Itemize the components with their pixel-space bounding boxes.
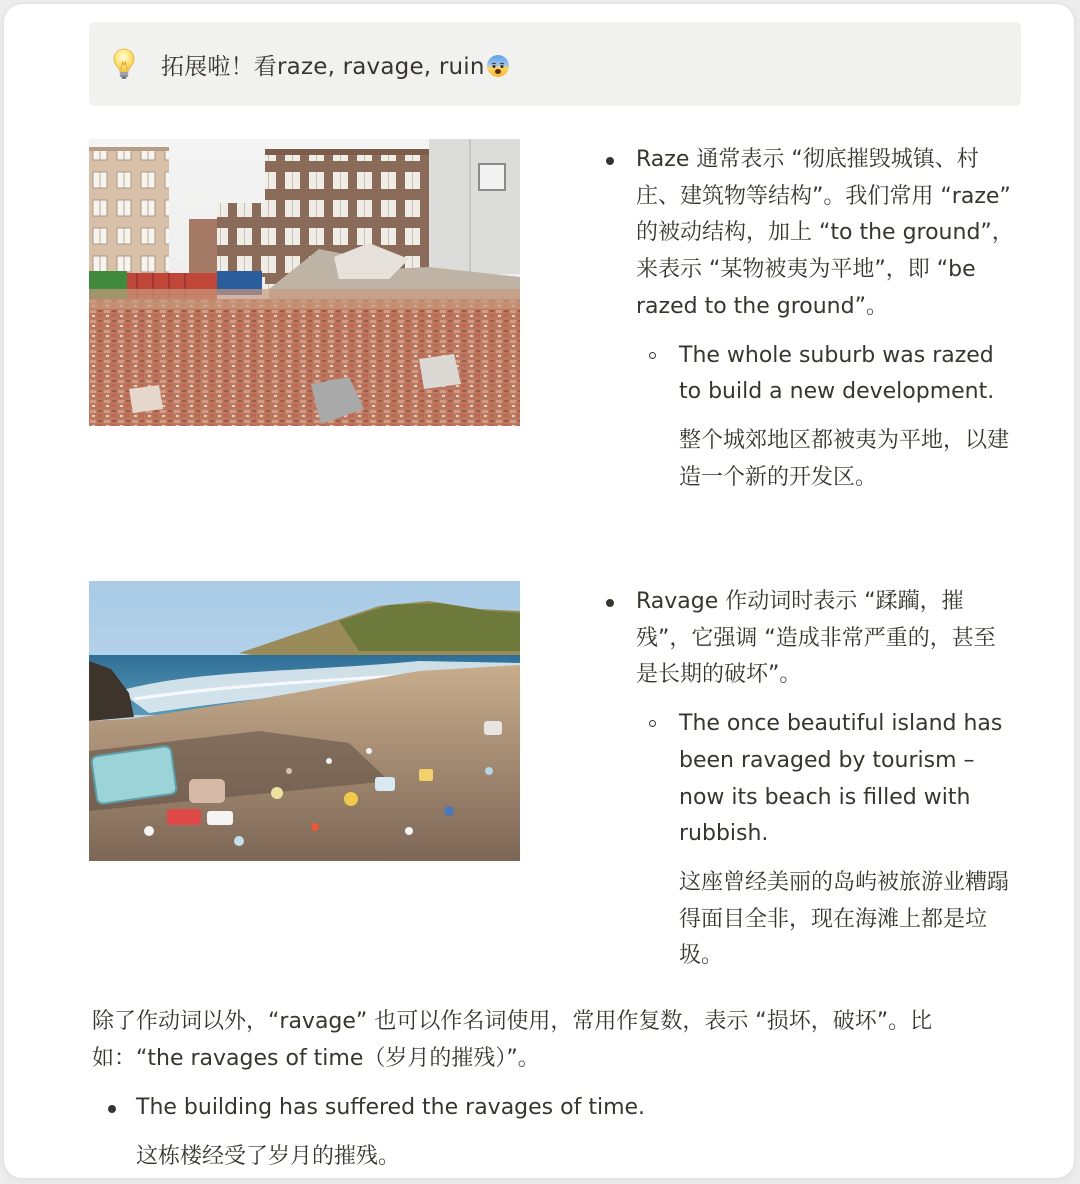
sub-bullet-circle [649, 352, 656, 359]
bullet-dot [108, 1105, 116, 1113]
callout-text [161, 48, 510, 81]
noun-example-item [104, 1090, 1004, 1175]
ravage-example [604, 706, 1016, 975]
sub-bullet-circle [649, 720, 656, 727]
noun-example-zh: 这栋楼经受了岁月的摧残。 [136, 1143, 401, 1169]
noun-example-en: The building has suffered the ravages of time. [136, 1095, 646, 1120]
lightbulb-icon [111, 47, 137, 81]
bullet-dot [606, 599, 614, 607]
raze-example [604, 338, 1016, 497]
bullet-dot [606, 157, 614, 165]
raze-example-en: The whole suburb was razed to build a new development. [679, 342, 995, 405]
ravage-example-en: The once beautiful island has been ravaged by tourism – now its beach is filled with rubbish. [679, 711, 1003, 847]
ravage-section [604, 584, 1016, 975]
ravage-definition [604, 584, 1016, 694]
fearful-face-emoji [486, 54, 510, 78]
callout-title: 拓展啦！看raze, ravage, ruin [161, 53, 485, 80]
raze-definition [604, 142, 1016, 326]
demolished-buildings-rubble-photo [89, 139, 520, 426]
ravage-example-zh: 这座曾经美丽的岛屿被旅游业糟蹋得面目全非，现在海滩上都是垃圾。 [679, 869, 1010, 969]
callout-block [89, 22, 1021, 106]
raze-example-zh: 整个城郊地区都被夷为平地，以建造一个新的开发区。 [679, 427, 1010, 490]
polluted-beach-rubbish-photo [89, 581, 520, 861]
ravage-definition-text: Ravage 作动词时表示 “蹂躏，摧残”，它强调 “造成非常严重的，甚至是长期的破坏”。 [636, 589, 996, 688]
raze-section [604, 142, 1016, 496]
raze-definition-text: Raze 通常表示 “彻底摧毁城镇、村庄、建筑物等结构”。我们常用 “raze” 的被动结构，加上 “to the ground”，来表示 “某物被夷为平地”，即 “be razed to the ground”。 [636, 147, 1014, 319]
document-page [4, 4, 1074, 1178]
ravage-noun-example [104, 1090, 1004, 1175]
ravage-noun-note: 除了作动词以外，“ravage” 也可以作名词使用，常用作复数，表示 “损坏，破坏”。比如：“the ravages of time（岁月的摧残）”。 [92, 1009, 933, 1071]
